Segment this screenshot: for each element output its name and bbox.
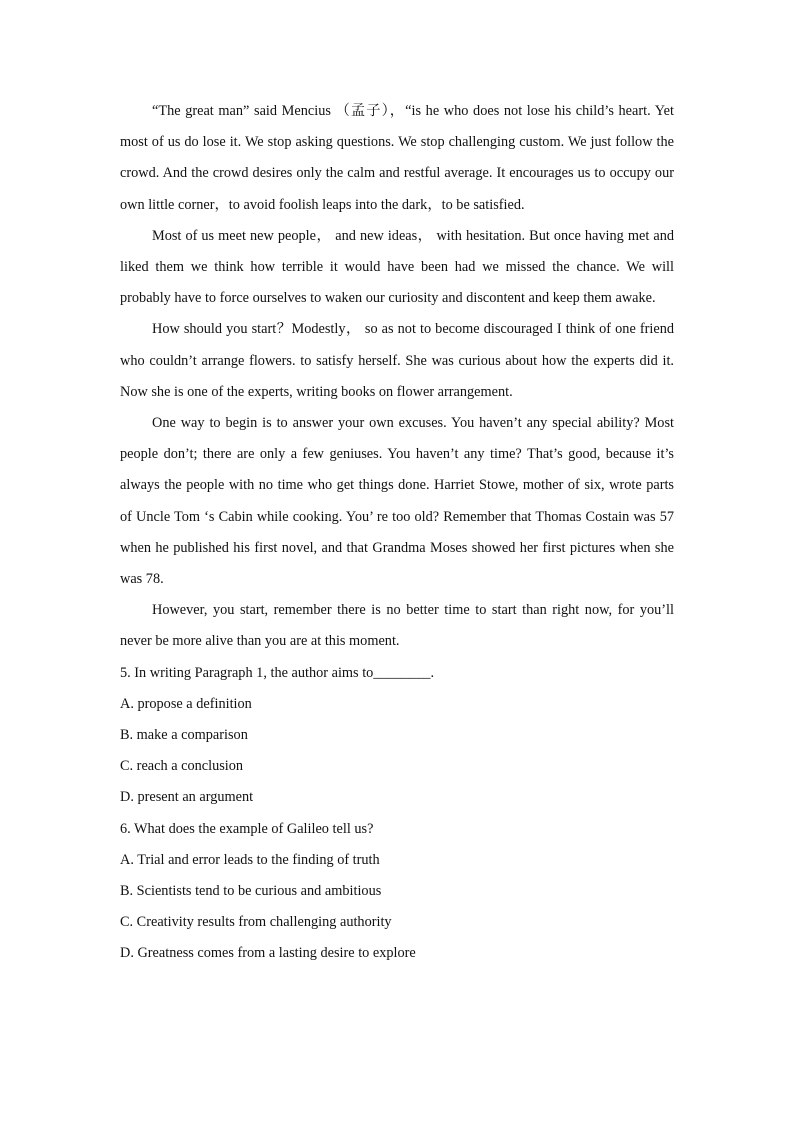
answer-option-c: C. Creativity results from challenging authority [120,914,392,931]
document-page [120,96,674,970]
answer-option-a: A. propose a definition [120,695,252,712]
reading-passage [120,96,674,658]
passage-paragraph-4: One way to begin is to answer your own excuses. You haven’t any special ability? Most people don’t; there are only a few geniuses. You haven’t any time? That’s good, because it’s always the people with no time who get things done. Harriet Stowe, mother of six, wrote parts of Uncle Tom ‘s Cabin while cooking. You’ re too old? Remember that Thomas Costain was 57 when he published his first novel, and that Grandma Moses showed her first pictures when she was 78. [120,415,674,588]
answer-option-a: A. Trial and error leads to the finding of truth [120,851,380,868]
passage-paragraph-3: How should you start？Modestly， so as not to become discouraged I think of one friend who couldn’t arrange flowers. to satisfy herself. She was curious about how the experts did it. Now she is one of the experts, writing books on flower arrangement. [120,321,674,400]
question-stem: 6. What does the example of Galileo tell us? [120,820,374,837]
answer-option-d: D. present an argument [120,789,254,806]
passage-paragraph-2: Most of us meet new people， and new ideas， with hesitation. But once having met and liked them we think how terrible it would have been had we missed the chance. We will probably have to force ourselves to waken our curiosity and discontent and keep them awake. [120,227,674,307]
answer-option-b: B. Scientists tend to be curious and ambitious [120,883,382,900]
question-6 [120,814,674,970]
answer-option-c: C. reach a conclusion [120,758,244,775]
question-5 [120,658,674,814]
answer-option-d: D. Greatness comes from a lasting desire to explore [120,945,416,962]
passage-paragraph-5: However, you start, remember there is no better time to start than right now, for you’ll never be more alive than you are at this moment. [120,602,674,650]
passage-paragraph-1: “The great man” said Mencius （孟子），“is he who does not lose his child’s heart. Yet most of us do lose it. We stop asking questions. We stop challenging custom. We just follow the crowd. And the crowd desires only the calm and restful average. It encourages us to occupy our own little corner，to avoid foolish leaps into the dark，to be satisfied. [120,103,674,213]
question-stem: 5. In writing Paragraph 1, the author aims to________. [120,664,435,681]
answer-option-b: B. make a comparison [120,727,248,744]
